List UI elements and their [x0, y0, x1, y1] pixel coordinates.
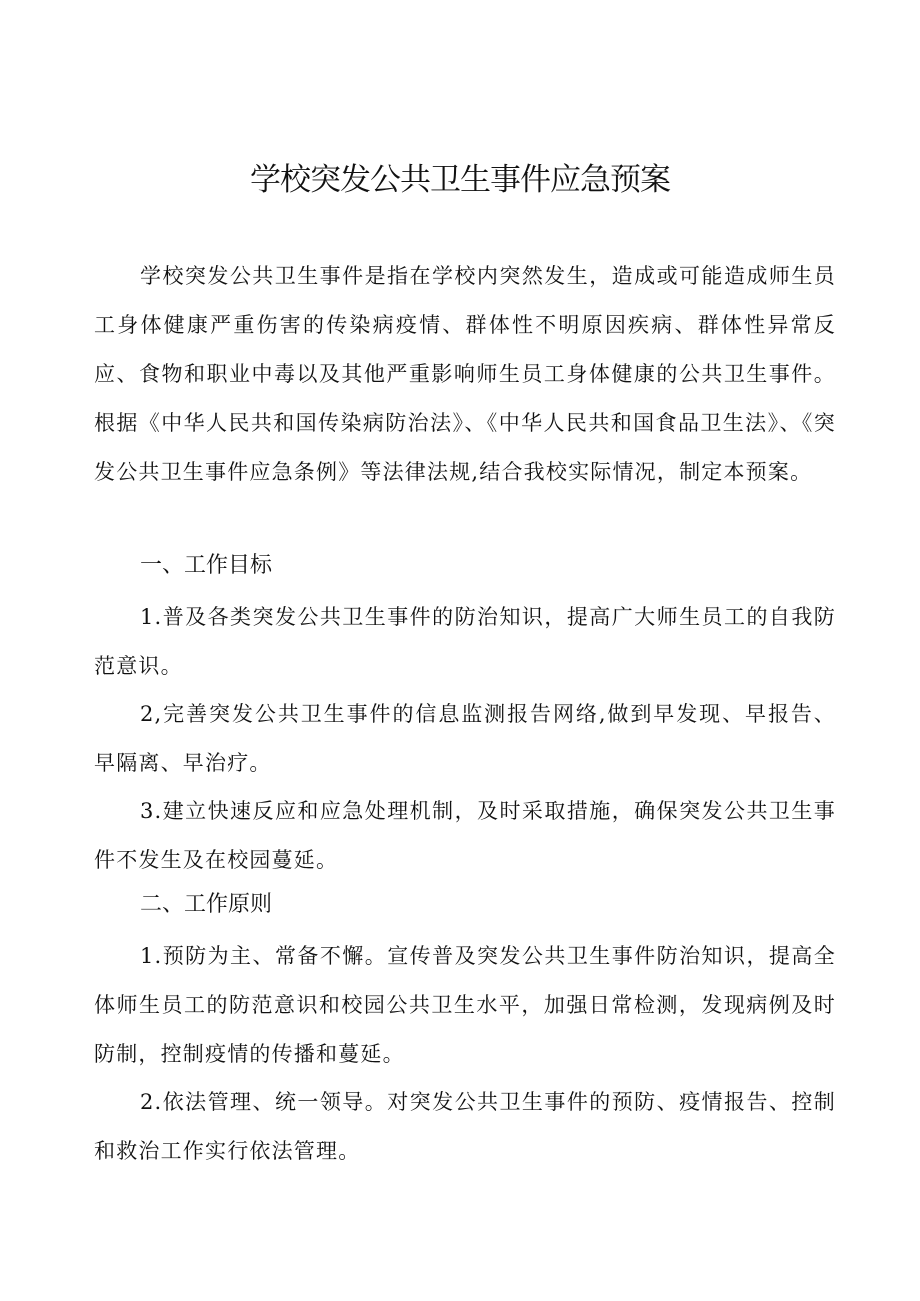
principle-item-2: 2.依法管理、统一领导。对突发公共卫生事件的预防、疫情报告、控制和救治工作实行依法管理。	[94, 1090, 836, 1163]
document-title: 学校突发公共卫生事件应急预案	[250, 162, 670, 198]
section-heading-principles: 二、工作原则	[140, 892, 273, 917]
intro-paragraph: 学校突发公共卫生事件是指在学校内突然发生，造成或可能造成师生员工身体健康严重伤害的传染病疫情、群体性不明原因疾病、群体性异常反应、食物和职业中毒以及其他严重影响师生员工身体健康的公共卫生事件。根据《中华人民共和国传染病防治法》、《中华人民共和国食品卫生法》、《突发公共卫生事件应急条例》等法律法规,结合我校实际情况，制定本预案。	[94, 264, 836, 484]
goal-item-3: 3.建立快速反应和应急处理机制，及时采取措施，确保突发公共卫生事件不发生及在校园蔓延。	[94, 799, 836, 872]
section-heading-goals: 一、工作目标	[140, 553, 273, 578]
goal-item-2: 2,完善突发公共卫生事件的信息监测报告网络,做到早发现、早报告、早隔离、早治疗。	[94, 702, 836, 775]
goal-item-1: 1.普及各类突发公共卫生事件的防治知识，提高广大师生员工的自我防范意识。	[94, 605, 836, 678]
principle-item-1: 1.预防为主、常备不懈。宣传普及突发公共卫生事件防治知识，提高全体师生员工的防范意识和校园公共卫生水平，加强日常检测，发现病例及时防制，控制疫情的传播和蔓延。	[94, 944, 836, 1066]
